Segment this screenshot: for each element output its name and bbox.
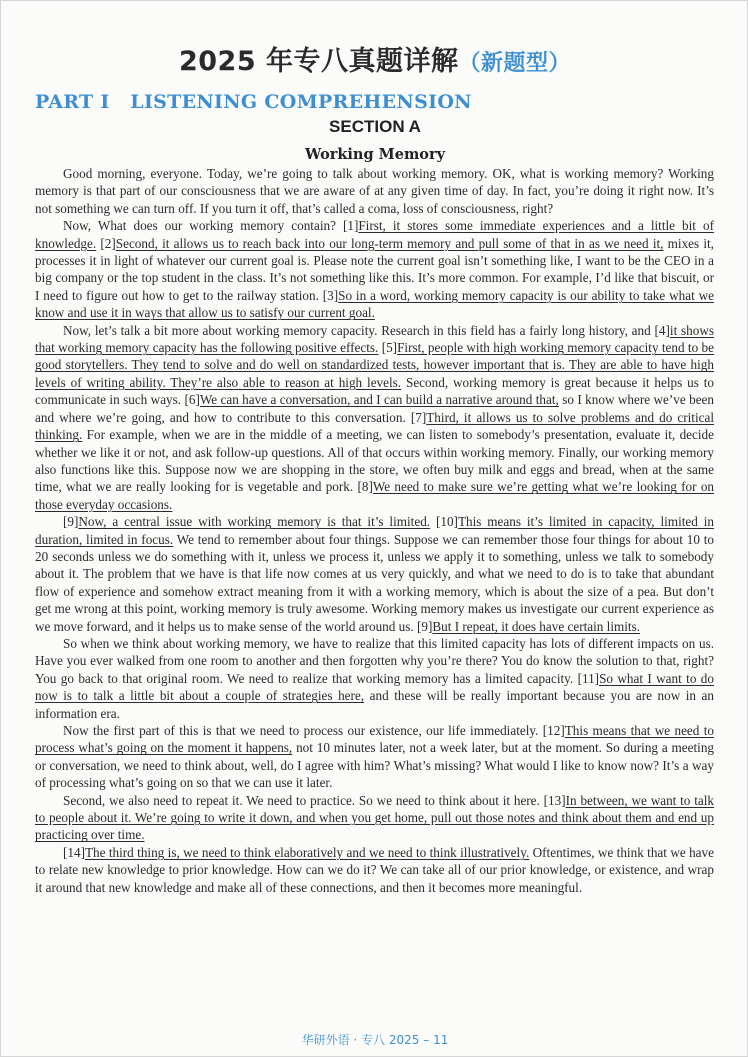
- passage-body: [35, 165, 714, 896]
- underlined-answer-text: it shows that working memory capacity has the following positive effects.: [35, 322, 715, 356]
- paragraph: [35, 322, 714, 513]
- section-heading: SECTION A: [329, 117, 421, 136]
- paragraph-text: Now the first part of this is that we need to process our existence, our life immediately. [12]: [63, 723, 565, 738]
- paragraph-text: Now, let’s talk a bit more about working memory capacity. Research in this field has a fairly long history, and [4]: [63, 322, 670, 338]
- underlined-answer-text: Now, a central issue with working memory is that it’s limited.: [78, 514, 431, 530]
- paragraph: [35, 165, 714, 217]
- paragraph-text: not 10 minutes later, not a week later, but at the moment. So during a meeting or conversation, we need to think about, well, do I agree with him? What’s missing? What would I like to know now? It’s a way of processing what’s going on so that we can use it later.: [35, 740, 715, 791]
- underlined-answer-text: So what I want to do now is to talk a little bit about a couple of strategies here,: [35, 670, 714, 704]
- paragraph-text: For example, when we are in the middle of a meeting, we can listen to somebody’s presentation, evaluate it, decide whether we like it or not, and ask follow-up questions. All of that occurs within working memory. Finally, our working memory also functions like this. Suppose now we are shopping in the store, we often buy milk and eggs and bread, when at the same time, what we are really looking for is vegetable and pork. [8]: [35, 427, 714, 495]
- paragraph-text: Second, we also need to repeat it. We need to practice. So we need to think about it here. [13]: [63, 792, 566, 808]
- paragraph-text: [14]: [63, 844, 85, 860]
- underlined-answer-text: Second, it allows us to reach back into our long-term memory and pull some of that in as we need it,: [115, 235, 664, 251]
- paragraph-text: mixes it, processes it in light of whatever our current goal is. Please note the current goal isn’t something like, I want to be the CEO in a big company or the top student in the class. It’s not something like this. It’s more common. For example, I’d like that biscuit, or I need to figure out how to get to the railway station. [3]: [35, 235, 714, 303]
- paragraph-text: [5]: [378, 340, 398, 356]
- page-title: [1, 39, 748, 78]
- paragraph-text: and these will be really important because you are now in an information era.: [35, 688, 715, 721]
- passage-title: Working Memory: [304, 146, 446, 163]
- underlined-answer-text: The third thing is, we need to think elaboratively and we need to think illustratively.: [84, 844, 530, 860]
- underlined-answer-text: First, people with high working memory capacity tend to be good storytellers. They tend to solve and do well on standardized tests, however important that is. They are able to have high levels of writing ability. They’re also able to reason at high levels.: [35, 340, 714, 390]
- underlined-answer-text: We need to make sure we’re getting what we’re looking for on those everyday occasions.: [35, 479, 715, 512]
- paragraph-text: So when we think about working memory, we have to realize that this limited capacity has lots of different impacts on us. Have you ever walked from one room to another and then forgotten why you’re there? You do know the solution to that, right? You go back to that original room. We need to realize that working memory has a limited capacity. [11]: [35, 635, 714, 686]
- title-subtitle: （新题型）: [458, 51, 572, 76]
- underlined-answer-text: We can have a conversation, and I can build a narrative around that,: [199, 392, 559, 408]
- paragraph-text: [2]: [96, 235, 116, 251]
- paragraph: [35, 792, 714, 844]
- paragraph-text: Now, What does our working memory contain? [1]: [63, 218, 359, 234]
- underlined-answer-text: This means it’s limited in capacity, limited in duration, limited in focus.: [35, 514, 714, 547]
- page-footer: 华研外语 · 专八 2025 – 11: [301, 1033, 449, 1047]
- paragraph-text: Oftentimes, we think that we have to relate new knowledge to prior knowledge. How can we do it? We can take all of our prior knowledge, or existence, and wrap it around that new knowledge and make all of these connections, and then it becomes more meaningful.: [35, 844, 714, 895]
- title-main: 2025 年专八真题详解: [178, 46, 459, 77]
- paragraph: [35, 844, 714, 896]
- paragraph-text: [9]: [63, 514, 79, 530]
- underlined-answer-text: But I repeat, it does have certain limits.: [432, 618, 640, 634]
- paragraph-text: Second, working memory is great because it helps us to communicate in such ways. [6]: [35, 374, 715, 408]
- paragraph: [35, 722, 714, 792]
- underlined-answer-text: First, it stores some immediate experiences and a little bit of knowledge.: [35, 218, 714, 251]
- part-heading: PART I LISTENING COMPREHENSION: [35, 91, 472, 113]
- underlined-answer-text: In between, we want to talk to people about it. We’re going to write it down, and when you get home, pull out those notes and think about them and end up practicing over time.: [35, 792, 714, 843]
- paragraph-text: [10]: [430, 514, 458, 530]
- paragraph-text: We tend to remember about four things. Suppose we can remember those four things for about 10 to 20 seconds unless we do something with it, unless we process it, unless we apply it to something, unless we talk to somebody about it. The problem that we have is that life now comes at us very quickly, and what we need to do is to take that abundant flow of experience and somehow extract meaning from it with a working memory, which is about the size of a pea. But don’t get me wrong at this point, working memory is truly awesome. Working memory makes us investigate our current experience as we move forward, and it helps us to make sense of the world around us. [9]: [35, 531, 715, 634]
- paragraph-text: so I know where we’ve been and where we’re going, and how to contribute to this conversation. [7]: [35, 392, 715, 425]
- paragraph: [35, 635, 714, 722]
- paragraph-text: Good morning, everyone. Today, we’re going to talk about working memory. OK, what is working memory? Working memory is that part of our consciousness that we are aware of at any given time of day. In fact, you’re doing it right now. It’s not something we can turn off. If you turn it off, that’s called a coma, loss of consciousness, right?: [35, 166, 714, 216]
- paragraph: [35, 513, 714, 635]
- paragraph: [35, 217, 714, 321]
- underlined-answer-text: Third, it allows us to solve problems and do critical thinking.: [35, 409, 714, 443]
- underlined-answer-text: So in a word, working memory capacity is our ability to take what we know and use it in ways that allow us to satisfy our current goal.: [35, 287, 714, 321]
- underlined-answer-text: This means that we need to process what’s going on the moment it happens,: [35, 723, 714, 756]
